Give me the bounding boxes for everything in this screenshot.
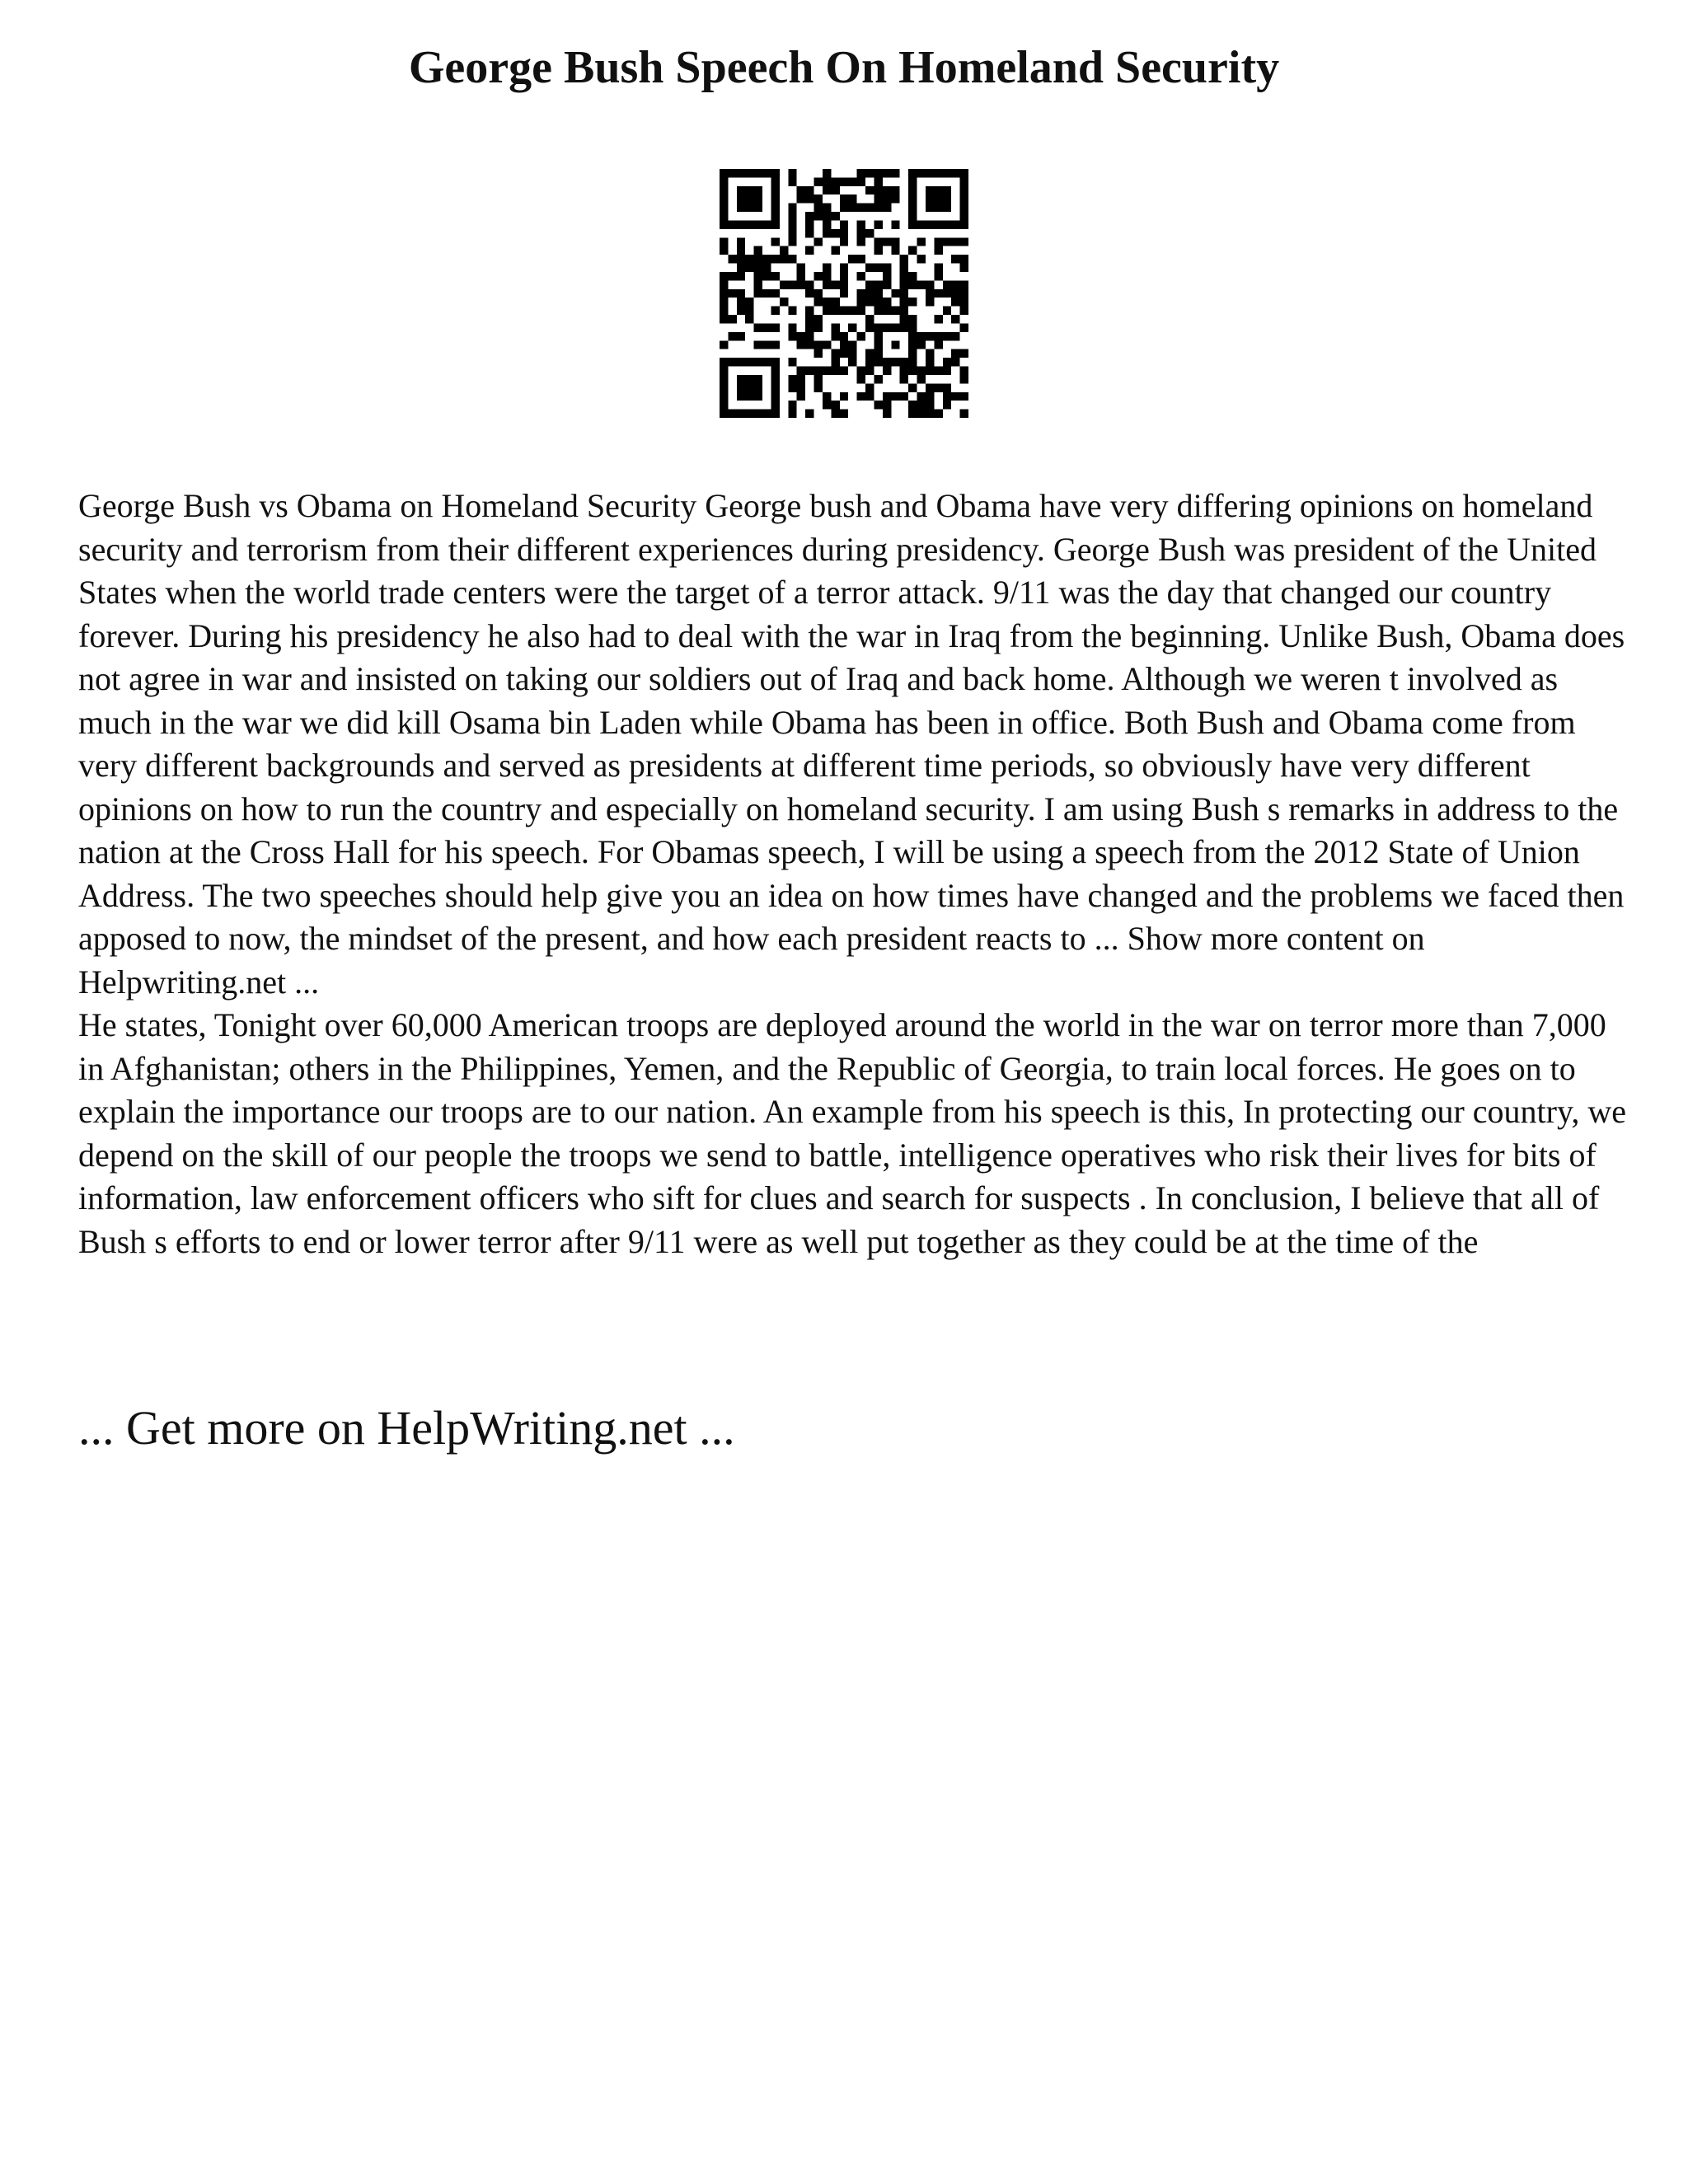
article-body (78, 485, 1628, 1263)
page-title: George Bush Speech On Homeland Security (408, 42, 1280, 93)
article-paragraph: He states, Tonight over 60,000 American troops are deployed around the world in the war on terror more than 7,000 in Afghanistan; others in the Philippines, Yemen, and the Republic of Georgia, to train local forces. He goes on to explain the importance our troops are to our nation. An example from his speech is this, In protecting our country, we depend on the skill of our people the troops we send to battle, intelligence operatives who risk their lives for bits of information, law enforcement officers who sift for clues and search for suspects . In conclusion, I believe that all of Bush s efforts to end or lower terror after 9/11 were as well put together as they could be at the time of the (78, 1006, 1627, 1260)
qr-code-icon[interactable] (720, 169, 968, 418)
get-more-link[interactable]: ... Get more on HelpWriting.net ... (78, 1401, 735, 1455)
article-paragraph: George Bush vs Obama on Homeland Security George bush and Obama have very differing opinions on homeland security and terrorism from their different experiences during presidency. George Bush was president of the United States when the world trade centers were the target of a terror attack. 9/11 was the day that changed our country forever. During his presidency he also had to deal with the war in Iraq from the beginning. Unlike Bush, Obama does not agree in war and insisted on taking our soldiers out of Iraq and back home. Although we weren t involved as much in the war we did kill Osama bin Laden while Obama has been in office. Both Bush and Obama come from very different backgrounds and served as presidents at different time periods, so obviously have very different opinions on how to run the country and especially on homeland security. I am using Bush s remarks in address to the nation at the Cross Hall for his speech. For Obamas speech, I will be using a speech from the 2012 State of Union Address. The two speeches should help give you an idea on how times have changed and the problems we faced then apposed to now, the mindset of the present, and how each president reacts to ... Show more content on Helpwriting.net ... (78, 487, 1625, 1001)
